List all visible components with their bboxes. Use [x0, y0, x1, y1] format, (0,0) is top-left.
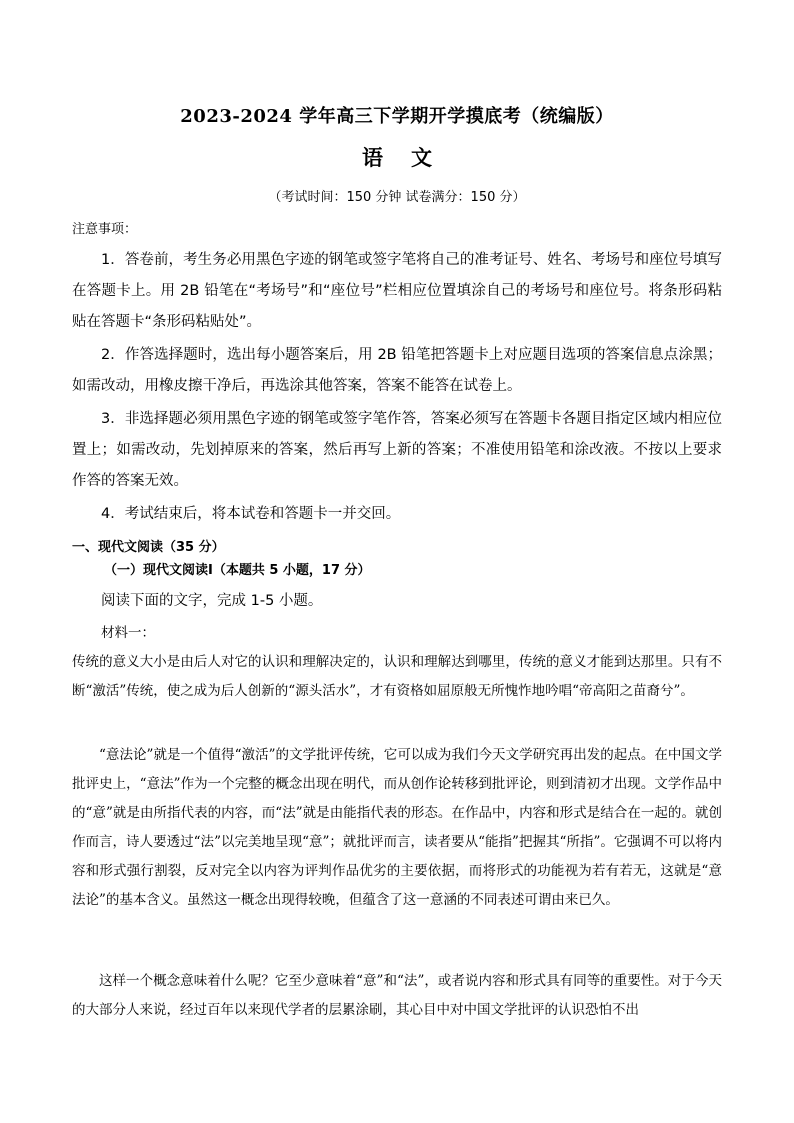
reading-paragraph-3: 这样一个概念意味着什么呢？它至少意味着“意”和“法”，或者说内容和形式具有同等的重要性。对于今天的大部分人来说，经过百年以来现代学者的层累涂刷，其心目中对中国文学批评的认识恐怕不出	[72, 973, 722, 1018]
reading-paragraph-1: 传统的意义大小是由后人对它的认识和理解决定的，认识和理解达到哪里，传统的意义才能到达那里。只有不断“激活”传统，使之成为后人创新的“源头活水”，才有资格如屈原般无所愧怍地吟唱“帝高阳之苗裔兮”。	[72, 654, 722, 699]
reading-instruction: 阅读下面的文字，完成 1-5 小题。	[101, 593, 323, 609]
notice-item-3: 3．非选择题必须用黑色字迹的钢笔或签字笔作答，答案必须写在答题卡各题目指定区域内相应位置上；如需改动，先划掉原来的答案，然后再写上新的答案；不准使用铅笔和涂改液。不按以上要求作答的答案无效。	[72, 411, 722, 489]
notice-heading: 注意事项：	[72, 222, 138, 237]
page-title: 2023-2024 学年高三下学期开学摸底考（统编版）	[180, 106, 614, 127]
notice-item-4: 4．考试结束后，将本试卷和答题卡一并交回。	[101, 506, 401, 522]
section-heading: 一、现代文阅读（35 分）	[72, 540, 225, 555]
subject-char-1: 语	[362, 145, 383, 170]
exam-meta: （考试时间：150 分钟 试卷满分：150 分）	[268, 190, 526, 205]
notice-item-1: 1．答卷前，考生务必用黑色字迹的钢笔或签字笔将自己的准考证号、姓名、考场号和座位号填写在答题卡上。用 2B 铅笔在“考场号”和“座位号”栏相应位置填涂自己的考场号和座位号。将条形码粘贴在答题卡“条形码粘贴处”。	[72, 252, 722, 330]
notice-item-2: 2．作答选择题时，选出每小题答案后，用 2B 铅笔把答题卡上对应题目选项的答案信息点涂黑；如需改动，用橡皮擦干净后，再选涂其他答案，答案不能答在试卷上。	[72, 347, 722, 394]
material-label: 材料一：	[101, 625, 155, 641]
subject-title	[0, 142, 794, 172]
reading-paragraph-2: “意法论”就是一个值得“激活”的文学批评传统，它可以成为我们今天文学研究再出发的起点。在中国文学批评史上，“意法”作为一个完整的概念出现在明代，而从创作论转移到批评论，则到清初才出现。文学作品中的“意”就是由所指代表的内容，而“法”就是由能指代表的形态。在作品中，内容和形式是结合在一起的。就创作而言，诗人要透过“法”以完美地呈现“意”；就批评而言，读者要从“能指”把握其“所指”。它强调不可以将内容和形式强行割裂，反对完全以内容为评判作品优劣的主要依据，而将形式的功能视为若有若无，这就是“意法论”的基本含义。虽然这一概念出现得较晚，但蕴含了这一意涵的不同表述可谓由来已久。	[72, 747, 722, 908]
subject-char-2: 文	[411, 145, 432, 170]
subsection-heading: （一）现代文阅读Ⅰ（本题共 5 小题，17 分）	[104, 563, 371, 578]
